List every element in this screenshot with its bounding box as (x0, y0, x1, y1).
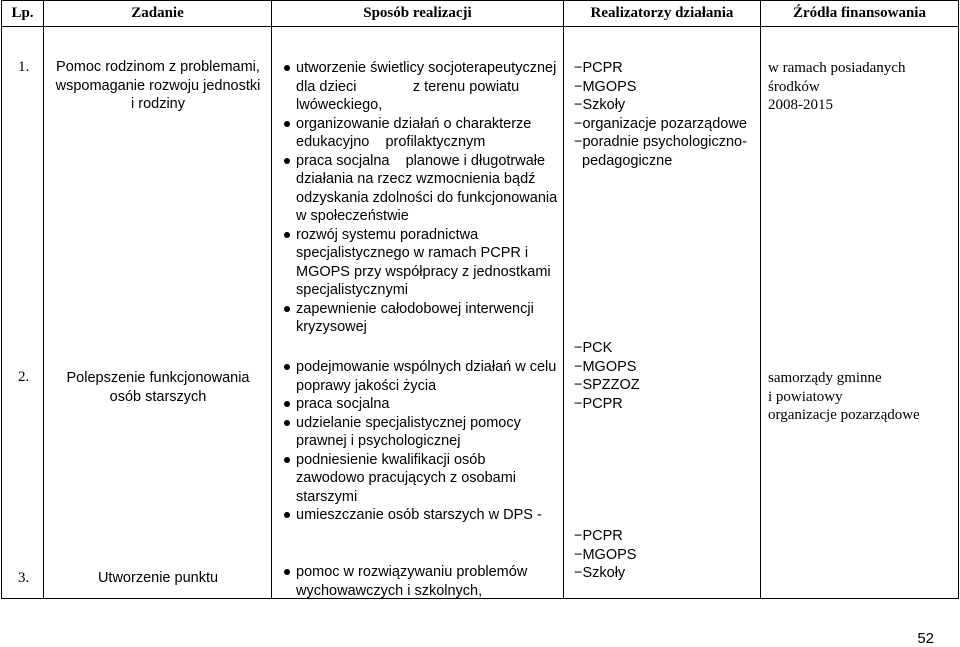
row2-realizatorzy (574, 339, 758, 413)
sposob-line: pomoc w rozwiązywaniu problemów (296, 564, 528, 580)
realizator-item: −PCPR (574, 60, 623, 76)
column-line-4 (760, 0, 761, 599)
header-zadanie: Zadanie (131, 5, 184, 21)
page-number: 52 (917, 630, 934, 647)
row2-zrodla (768, 369, 956, 425)
sposob-line: zawodowo pracujących z osobami (296, 470, 517, 486)
row3-sposob (284, 563, 562, 600)
sposob-line: utworzenie świetlicy socjoterapeutycznej (296, 60, 557, 76)
sposob-line: dla dzieci z terenu powiatu (296, 78, 520, 95)
realizator-item: −PCPR (574, 395, 623, 412)
row1-zrodla (768, 59, 956, 115)
row1-sposob-item (284, 152, 562, 226)
row2-sposob-item (284, 414, 562, 451)
row1-zadanie-line: i rodziny (131, 96, 185, 112)
zrodla-line: i powiatowy (768, 388, 843, 405)
realizator-item: −MGOPS (574, 78, 637, 95)
row2-sposob-item (284, 506, 562, 525)
zrodla-line: samorządy gminne (768, 370, 882, 386)
sposob-line: odzyskania zdolności do funkcjonowania (296, 189, 558, 206)
sposob-line: organizowanie działań o charakterze (296, 115, 532, 132)
column-line-3 (563, 0, 564, 599)
row2-sposob-item (284, 395, 562, 414)
sposob-line: prawnej i psychologicznej (296, 433, 461, 449)
row3-sposob-item (284, 563, 562, 600)
realizator-item: −Szkoły (574, 565, 626, 581)
sposob-line: zapewnienie całodobowej interwencji (296, 300, 534, 317)
row3-zadanie-line: Utworzenie punktu (97, 570, 219, 586)
column-line-0 (1, 0, 2, 599)
header-lp: Lp. (11, 5, 34, 21)
header-zrodla: Źródła finansowania (793, 5, 926, 21)
table-border-top (1, 0, 959, 1)
row2-zadanie-line: Polepszenie funkcjonowania (66, 370, 250, 386)
sposob-line: podniesienie kwalifikacji osób (296, 451, 486, 468)
realizator-item: −organizacje pozarządowe (574, 115, 747, 132)
row3-realizatorzy (574, 527, 758, 583)
row3-zadanie (47, 569, 269, 588)
zrodla-line: 2008-2015 (768, 97, 833, 113)
sposob-line: działania na rzecz wzmocnienia bądź (296, 171, 536, 187)
zrodla-line: organizacje pozarządowe (768, 407, 920, 423)
row2-lp: 2. (18, 369, 30, 385)
sposob-line: w społeczeństwie (296, 208, 409, 224)
row1-sposob-item (284, 226, 562, 300)
row1-lp: 1. (18, 59, 30, 75)
row1-zadanie-line: Pomoc rodzinom z problemami, (56, 59, 260, 75)
sposob-line: lwóweckiego, (296, 97, 383, 113)
realizator-item: −SPZZOZ (574, 377, 640, 393)
sposob-line: rozwój systemu poradnictwa (296, 226, 479, 243)
realizator-item: −PCPR (574, 528, 623, 544)
sposob-line: umieszczanie osób starszych w DPS - (296, 507, 542, 523)
sposob-line: praca socjalna planowe i długotrwałe (296, 152, 546, 169)
sposob-line: MGOPS przy współpracy z jednostkami (296, 263, 551, 280)
row2-sposob-item (284, 358, 562, 395)
row2-zadanie (47, 369, 269, 406)
row1-zadanie (47, 58, 269, 114)
header-sposob: Sposób realizacji (363, 5, 472, 21)
row2-zadanie-line: osób starszych (109, 388, 207, 405)
row1-sposob-item (284, 115, 562, 152)
header-realizatorzy: Realizatorzy działania (590, 5, 734, 21)
header-separator (1, 26, 959, 27)
column-line-5 (958, 0, 959, 599)
realizator-item: pedagogiczne (582, 152, 673, 169)
column-line-1 (43, 0, 44, 599)
row2-sposob-item (284, 451, 562, 507)
realizator-item: −MGOPS (574, 546, 637, 563)
sposob-line: starszymi (296, 488, 358, 505)
row1-zadanie-line: wspomaganie rozwoju jednostki (55, 77, 261, 94)
sposob-line: kryzysowej (296, 319, 367, 335)
sposob-line: podejmowanie wspólnych działań w celu (296, 359, 557, 375)
sposob-line: poprawy jakości życia (296, 377, 437, 394)
row1-sposob-item (284, 59, 562, 115)
row1-realizatorzy (574, 59, 758, 170)
sposob-line: udzielanie specjalistycznej pomocy (296, 414, 521, 431)
sposob-line: edukacyjno profilaktycznym (296, 134, 486, 150)
row1-sposob-item (284, 300, 562, 337)
row2-sposob (284, 358, 562, 525)
column-line-2 (271, 0, 272, 599)
zrodla-line: w ramach posiadanych (768, 60, 906, 76)
realizator-item: −MGOPS (574, 358, 637, 375)
sposob-line: specjalistycznymi (296, 282, 408, 298)
realizator-item: −poradnie psychologiczno- (574, 134, 747, 150)
realizator-item: −Szkoły (574, 97, 626, 113)
row1-sposob (284, 59, 562, 337)
sposob-line: wychowawczych i szkolnych, (296, 582, 483, 599)
sposob-line: specjalistycznego w ramach PCPR i (296, 245, 529, 261)
sposob-line: praca socjalna (296, 396, 390, 412)
realizator-item: −PCK (574, 340, 613, 356)
row3-lp: 3. (18, 570, 30, 586)
zrodla-line: środków (768, 78, 820, 95)
